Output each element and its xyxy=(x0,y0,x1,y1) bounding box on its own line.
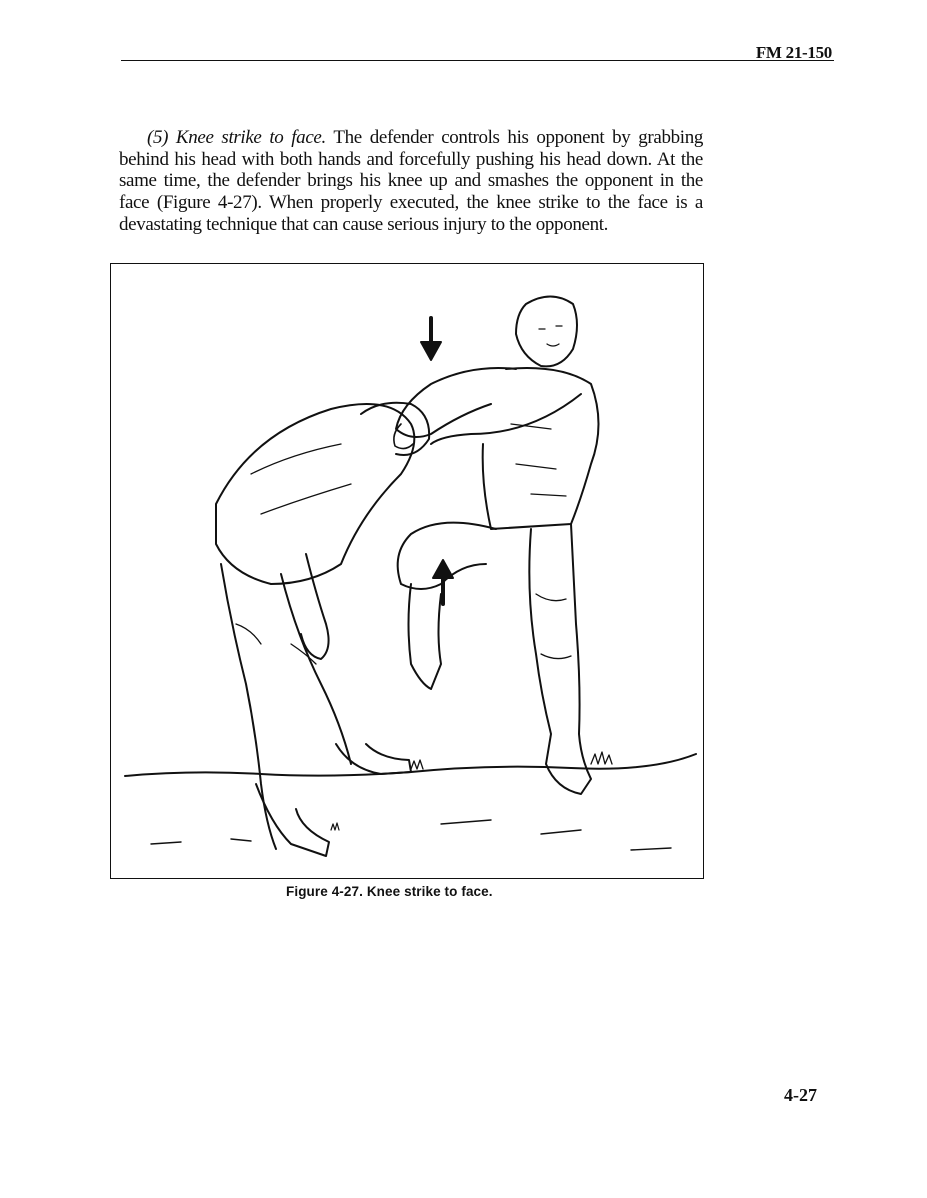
opponent-figure xyxy=(216,403,429,856)
figure-caption: Figure 4-27. Knee strike to face. xyxy=(286,884,493,899)
down-arrow-icon xyxy=(421,318,441,360)
page-number: 4-27 xyxy=(784,1085,817,1105)
header-rule xyxy=(121,60,834,61)
technique-paragraph xyxy=(119,127,703,236)
document-id: FM 21-150 xyxy=(755,43,832,62)
technique-description: The defender controls his opponent by grabbing behind his head with both hands and forcefully pushing his head down. At the same time, the defender brings his knee up and smashes the opponent in the face (Figure 4-27). When properly executed, the knee strike to the face is a devastating technique that can cause serious injury to the opponent. xyxy=(119,127,703,235)
defender-figure xyxy=(394,297,599,795)
up-arrow-icon xyxy=(433,560,453,604)
figure-illustration xyxy=(110,263,704,879)
technique-heading: (5) Knee strike to face. xyxy=(147,127,326,148)
